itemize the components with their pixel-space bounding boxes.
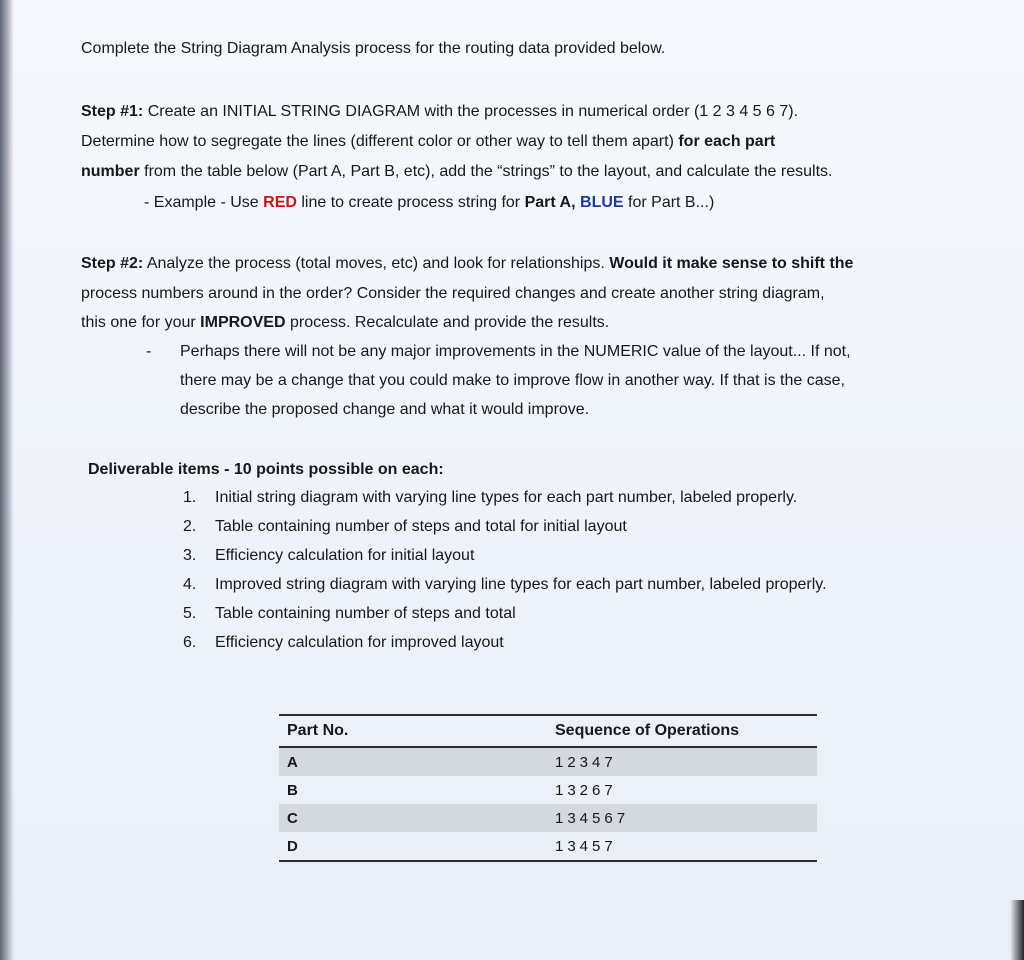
step2-sub3: describe the proposed change and what it would improve. [180, 401, 590, 418]
list-item [183, 545, 474, 567]
step1-line2-text: Determine how to segregate the lines (different color or other way to tell them apart) [81, 133, 679, 150]
example-blue: BLUE [580, 194, 624, 211]
table-row [279, 776, 817, 804]
step1-line2 [81, 131, 775, 153]
list-item [183, 574, 827, 596]
step1-line1 [81, 101, 798, 123]
example-red: RED [263, 194, 297, 211]
list-number: 2. [183, 518, 197, 535]
step2-line2: process numbers around in the order? Consider the required changes and create another string diagram, [81, 285, 825, 302]
list-number: 5. [183, 605, 197, 622]
table-row [279, 832, 817, 861]
step2-dash: - [146, 343, 152, 360]
list-text: Efficiency calculation for initial layout [215, 547, 475, 564]
part-no-cell: B [287, 781, 298, 799]
example-text-b: line to create process string for [296, 194, 525, 211]
page-corner-shadow [1010, 900, 1024, 960]
deliverables-heading: Deliverable items - 10 points possible on each: [88, 461, 444, 478]
sequence-cell: 134567 [365, 804, 817, 832]
table-header-row [279, 715, 817, 747]
part-no-cell: A [279, 747, 365, 776]
step2-shift-question: Would it make sense to shift the [609, 255, 854, 272]
step1-label: Step #1: [81, 103, 144, 120]
step1-example [144, 192, 714, 214]
step2-sub2: there may be a change that you could make to improve flow in another way. If that is the case, [180, 372, 845, 389]
list-item [183, 632, 504, 654]
part-no-cell: C [279, 804, 365, 832]
header-sequence: Sequence of Operations [365, 715, 817, 747]
step2-line3 [81, 312, 609, 334]
list-text: Table containing number of steps and total [215, 605, 516, 622]
list-number: 3. [183, 547, 197, 564]
list-text: Table containing number of steps and total for initial layout [215, 518, 627, 535]
routing-table [279, 714, 817, 862]
step2-sub1: Perhaps there will not be any major improvements in the NUMERIC value of the layout... If not, [180, 343, 851, 360]
step2-line1-text: Analyze the process (total moves, etc) and look for relationships. [146, 255, 610, 272]
sequence-cell: 13457 [555, 837, 617, 855]
list-item [183, 603, 516, 625]
step1-line1-text: Create an INITIAL STRING DIAGRAM with the processes in numerical order (1 2 3 4 5 6 7). [147, 103, 799, 120]
example-text-a: - Example - Use [144, 194, 264, 211]
step1-line3 [81, 161, 832, 183]
list-number: 1. [183, 489, 197, 506]
list-text: Initial string diagram with varying line types for each part number, labeled properly. [215, 489, 798, 506]
page-left-shadow [0, 0, 14, 960]
step2-label: Step #2: [81, 255, 144, 272]
header-part-no: Part No. [279, 715, 365, 747]
list-item [183, 487, 797, 509]
example-text-c: for Part B...) [623, 194, 715, 211]
step1-for-each-part: for each part [678, 133, 776, 150]
part-no-cell: D [287, 837, 298, 855]
list-text: Improved string diagram with varying line types for each part number, labeled properly. [215, 576, 827, 593]
step2-line3-text: this one for your [81, 314, 201, 331]
list-number: 4. [183, 576, 197, 593]
example-part-a: Part A, [524, 194, 576, 211]
step2-line3-end: process. Recalculate and provide the results. [285, 314, 610, 331]
sequence-cell: 12347 [365, 747, 817, 776]
table-row [279, 804, 817, 832]
step2-line1 [81, 253, 853, 275]
instructions-title: Complete the String Diagram Analysis process for the routing data provided below. [81, 40, 666, 57]
step1-line3-text: from the table below (Part A, Part B, etc), add the “strings” to the layout, and calculate the results. [139, 163, 833, 180]
list-number: 6. [183, 634, 197, 651]
list-text: Efficiency calculation for improved layout [215, 634, 504, 651]
step1-number: number [81, 163, 140, 180]
list-item [183, 516, 627, 538]
sequence-cell: 13267 [555, 781, 617, 799]
table-row [279, 747, 817, 776]
step2-improved: IMPROVED [200, 314, 286, 331]
